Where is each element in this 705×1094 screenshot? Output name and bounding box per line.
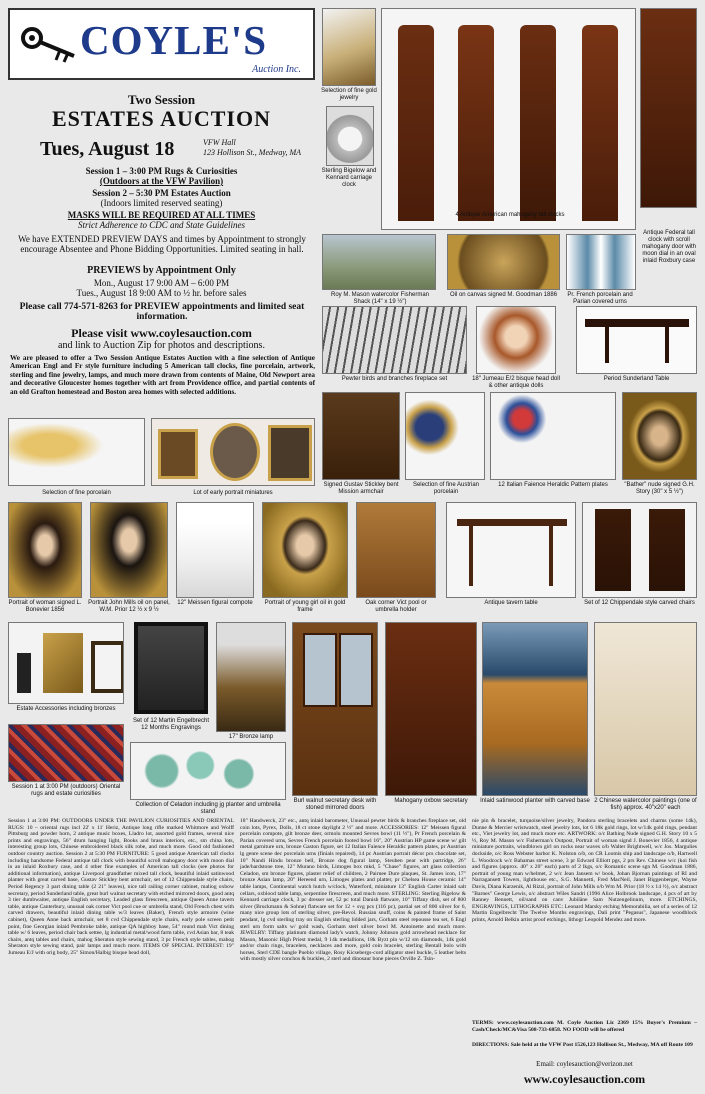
burl-secretary-photo [292, 622, 378, 796]
carriage-clock-caption: Sterling Bigelow and Kennard carriage clock [321, 168, 377, 188]
doll-caption: 18" Jumeau E/2 bisque head doll & other antique dolls [472, 376, 560, 389]
oriental-rugs-caption: Session 1 at 3:00 PM (outdoors) Oriental rugs and estate curiosities [11, 784, 121, 797]
directions: DIRECTIONS: Sale held at the VFW Post 1526,123 Hollison St., Medway, MA off Route 109 [472, 1042, 693, 1048]
pewter-set-caption: Pewter birds and branches fireplace set [341, 376, 448, 382]
chippendale-chairs-photo [582, 502, 697, 598]
session-1-location: (Outdoors at the VFW Pavilion) [99, 176, 224, 186]
engelbrecht-photo [134, 622, 208, 714]
oak-pool-holder-photo [356, 502, 436, 598]
burl-secretary-caption: Burl walnut secretary desk with stoned mirrored doors [293, 798, 377, 811]
gold-jewelry-photo [322, 8, 376, 86]
session-2-location: (Indoors limited reserved seating) [100, 198, 223, 208]
federal-tall-clock-photo [640, 8, 697, 208]
portrait-mills-caption: Portrait John Mills oil on panel, W.M. Prior 12 ½ x 9 ½ [88, 600, 170, 613]
page-title: ESTATES AUCTION [52, 106, 271, 131]
austrian-porcelain-photo [405, 392, 485, 480]
faience-plates-photo [490, 392, 616, 480]
fine-print-col3: nie pin & bracelet, turquoise/silver jewelry, Pandora sterling bracelets and charms (some 14k), Dunne & Mercier wristwatch, steel jewelry lots, lot 6 18k gold rings, lot w/14k gold rings, pendant etc., Viet jewelry lot, and much more etc. ARTWORK: o/c Bathing Nude signed G.H. Story 10 x 5 ½, Roy M. Mason w/c Fisherman's Outpost, Portrait of woman signd J. Bonevier 1856, 4 antique miniature portraits, windblown girl on rocks near waves o/b Walter Brightwell, w/c Jos. Margulies dockside, o/c Ross Webster harbor K. Nolston o/b, on CR Loomis ship and landscape o/b, Hartwell L. Woodcock w/c Bahamas street scene, 3 pr Edward Elliott pgs, 2 prs Rev. Chinese w/c (koi fish and figures (approx. 40" x 20" each) parts of 2 lkgs, o/c Romantic scene sgn M. Goodman 1886, portrait of young man w/helmet, 2 w/c Jean Jansem w/ book, Johan Bjornan paintings of RI and Narragansett Towers, lighthouse etc., S.G. Mannetti, Fred MacNeil, Janet Biggenberger, Wayne Davis, Diana Karzenik, Al Rizzi, portrait of John Mills o/b Wm M. Prior (18 ½ x 14 ½), o/c abstract "Barnes" George Lewis, o/c abstract Wiles Sandri (1996 Alice Holbrook landscape, 4 pcs of art by Ranney Bennett, oil/sand on canv Jubiläne Sam Nutzengelinum, more. ETCHINGS, ENGRAVINGS, LITHOGRAPHS ETC: Leonard Marsky etching Memorabilia, set of a series of 12 Martin Engelbrecht The Twelve Months engravings, Dali print "Pegasus", Japanese woodblock prints, Arnold Belkin artist proof etchings, lithogr Leopold Mendez and more. [472, 818, 697, 923]
gold-jewelry-caption: Selection of fine gold jewelry [321, 88, 377, 101]
austrian-porcelain-caption: Selection of fine Austrian porcelain [412, 482, 480, 495]
stickley-caption: Signed Gustav Stickley bent Mission armchair [323, 482, 399, 495]
preview-text: We have EXTENDED PREVIEW DAYS and times by Appointment to strongly encourage Absentee and Phone Bidding Opportunities. Limited seating in hall. [18, 234, 306, 254]
bather-painting-photo [622, 392, 697, 480]
tavern-table-photo [446, 502, 576, 598]
auction-date: Tues, August 18 [40, 138, 175, 160]
auction-description: We are pleased to offer a Two Session Antique Estates Auction with a fine selection of Antique American Engl and Fr style furniture including 5 American tall clocks, fine porcelain, artwork, sterling and fine jewelry, lamps, and much more drawn from contents of Maine, Old Newport area and decorative Gloucester homes together with art from Providence office, and partial contents of an old Grafton homestead and Boston area homes with selected additions. [10, 354, 315, 396]
tall-clock-1 [398, 25, 434, 221]
young-girl-portrait-caption: Portrait of young girl oil in gold frame [264, 600, 346, 613]
stickley-photo [322, 392, 400, 480]
email[interactable]: Email: coylesauction@verizon.net [536, 1060, 633, 1068]
website-footer[interactable]: www.coylesauction.com [523, 1072, 646, 1086]
inlaid-planter-caption: Inlaid satinwood planter with carved base [480, 798, 590, 804]
porcelain-urns-photo [566, 234, 636, 290]
mahogany-secretary-photo [385, 622, 477, 796]
tall-clock-3 [520, 25, 556, 221]
terms: TERMS: www.coylesauction.com M. Coyle Auction Lic 2369 15% Buyer's Premium – Cash/Check/MC&Visa 508-733-6858. NO FOOD will be offered [472, 1020, 697, 1033]
logo-sub: Auction Inc. [252, 64, 301, 75]
chinese-watercolors-photo [594, 622, 697, 796]
inlaid-planter-photo [482, 622, 588, 796]
faience-plates-caption: 12 Italian Faience Heraldic Pattern plates [498, 482, 608, 488]
chippendale-chairs-caption: Set of 12 Chippendale style carved chairs [584, 600, 695, 606]
session-2: Session 2 – 5:30 PM Estates Auction [92, 188, 231, 198]
miniatures-caption: Lot of early portrait miniatures [193, 490, 273, 496]
tall-clock-4 [582, 25, 618, 221]
porcelain-photo [8, 418, 145, 486]
tall-clocks-caption: 4 Antique American mahogany tall clocks [455, 212, 565, 218]
pewter-set-photo [322, 306, 467, 374]
visit-website-2: and link to Auction Zip for photos and descriptions. [58, 340, 265, 351]
chinese-watercolors-caption: 2 Chinese watercolor paintings (one of fish) approx. 40"x20" each [594, 798, 697, 811]
watercolor-photo [322, 234, 436, 290]
tall-clocks-photo [381, 8, 636, 230]
young-girl-portrait-photo [262, 502, 348, 598]
session-1: Session 1 – 3:00 PM Rugs & Curiosities [85, 166, 238, 176]
fine-print-col2: 18" Handwerck, 23" etc., antq inlaid barometer, Unusual pewter birds & branches fireplace set, old coin lots, Pyrex, Dolls, 18 ct stone daylight 2 ½" and more. ACCESSORIES: 12" Meissen figural porcelain compote, gilt bronze deer, ormolu mounted Sevres bowl (11 ½"), Pr French porcelain & Parian covered urns, Sevres French porcelain footed bowl 16", 20" Austrian HP game scene w/ gilt metal garniture urn, bronze Gaston figure, set 12 Italian Faience Heraldic pattern plates, pr Austrian lg genre scene dec porcelain urns (finials repaired), 14 pc Austrian portrait décor pcs chocolate set, 10" Nandi Hindu bronze bell, Bronze dog figural lamp, Steuben pear with partridge, 26" jade/hardstone tree, 12" Murano birds, Limoges box mkd, 5 "Chase" figures, art glass collection Celadon, sm bronze figures, plaster relief of children, 2 Pairnee Dure plaques, St. James icon, 17" bronze Asian lamp, 20" Hereend urn, Limoges plates and platter, pr Chelsea House ceramic 14" table lamps, Continental watch hutch w/clock, Waterford, miniature 13" English Carter inlaid salt cellars, oxblood table lamp, serpentine firescreen, and much more. STERLING: Sterling Bigelow & Kennard carriage clock, 3 pc dresser set, 52 pc total Danish flatware, 10" Tiffany dish, set of 800 silver (Bruckmann & Sohne) flatware set for 12 + svg pcs (116 pc), partial set of 800 silver for 6, many nice group lots of sterling silver, pre-Revol. Russian snuff, coins & painted frame of Saint pendant, lg cvd sterling tray on English sterling lidded jars, Gorham steel repousse tea set, 6 Engl sterl urn form salts w/ gold wash, Gorham sterl silver bowl M. Antoinette and much more. JEWELRY: Tiffany platinum diamond lady's watch, Johnny Johnson gold arrowhead necklace for Mason, Masonic High Priest medal, 9 14k medallions, 18k Byzt pin w/12 sm diamonds, 14k gold and/or chain rings, bracelets, necklaces and more, gold coin bracelet, sterling Bentall bolo with horses, Sterl CDE bangle Pueblo village, Rosy Kicsebergs-cord alligator steel buckle, 5 leather belts with mostly silver conchos & buckles, 2 sterl and dinosaur bone pieces Orville Z. Tsin- [240, 818, 466, 963]
oriental-rugs-photo [8, 724, 124, 782]
porcelain-urns-caption: Pr. French porcelain and Parian covered urns [567, 292, 633, 305]
masks-notice: MASKS WILL BE REQUIRED AT ALL TIMES [67, 210, 256, 220]
carriage-clock-photo [326, 106, 374, 166]
portrait-mills-photo [90, 502, 168, 598]
two-session-label: Two Session [127, 92, 196, 107]
venue-line1: VFW Hall [203, 138, 236, 147]
estate-accessories-caption: Estate Accessories including bronzes [16, 706, 116, 712]
bronze-lamp-photo [216, 622, 286, 732]
watercolor-caption: Roy M. Mason watercolor Fisherman Shack (14" x 19 ½") [330, 292, 430, 305]
miniatures-photo [151, 418, 315, 486]
porcelain-caption: Selection of fine porcelain [42, 490, 111, 496]
bather-painting-caption: "Bather" nude signed G.H. Story (30" x 5 ½") [624, 482, 695, 495]
call-info: Please call 774-571-8263 for PREVIEW appointments and limited seat information. [19, 302, 305, 322]
estate-accessories-photo [8, 622, 124, 704]
oak-pool-holder-caption: Oak corner Vict pool or umbrella holder [365, 600, 427, 613]
sunderland-caption: Period Sunderland Table [603, 376, 670, 382]
previews-1: Mon., August 17 9:00 AM – 6:00 PM [93, 278, 230, 288]
bronze-lamp-caption: 17" Bronze lamp [228, 734, 274, 740]
tall-clock-2 [458, 25, 494, 221]
portrait-woman-photo [8, 502, 82, 598]
engelbrecht-caption: Set of 12 Martin Engelbrecht 12 Months Engravings [132, 718, 210, 731]
federal-tall-clock-caption: Antique Federal tall clock with scroll mahogany door with moon dial in an oval inlaid Roxbury case [641, 230, 697, 264]
meissen-compote-caption: 12" Meissen figural compote [177, 600, 253, 606]
logo-box [8, 8, 315, 80]
sunderland-photo [576, 306, 697, 374]
celadon-caption: Collection of Celadon including jg planter and umbrella stand [135, 802, 281, 815]
doll-photo [476, 306, 556, 374]
fine-print-col1: Session 1 at 3:00 PM: OUTDOORS UNDER THE PAVILION CURIOSITIES AND ORIENTAL RUGS: 10 – oriental rugs incl 22' x 11' Heriz, Antique long rifle marked Whitmore and Wolff Pittsburg and powder horn, 2 antique music boxes, Lladro lot, assorted gold frames, several nice prints and engravings, 56" drum hanging light, Books and brass interiors, etc., sm china lots, interesting group lots, Chinese embroidered black silk robe, and much more. Good old fashioned outdoor country auction. Session 2 at 5:30 PM FURNITURE: 5 good antique American tall clocks including handsome Federal antique tall clock with beautiful scroll mahogany door with moon dial in an inlaid Roxbury case, and 4 other fine examples of American tall clocks (see photos for additional information), antique Liverpool grandfather mixed tall clock, beautiful inlaid satinwood planter with great carved base, Gustav Stickley bent armchair, set of 12 Chippendale style chairs, Period Regency 3 part dining table (2 21" leaves), nice tall railing corner cabinet, maliog oxbow secretary, period Sunderland table, great burl walnut secretary with etched mirrored doors, good antq 3 tier dumbwaiter, antique English secretary, Leaded glass firescreen, antique Queen Anne tavern table, antique Canterbury, unusual oak corner Vict pool cue or umbrella stand, Old French chest with carved drawers, beautiful inlaid dining table w/3 leaves (Baker), French style armoire (wine cabinet), Queen Anne back armchair, set 8 cvd Chippendale style chairs, early pole screen petit point, fine Georgian inlaid Pembroke table, antique QA highboy base, 54" round mah Vict dining table w/ 6 leaves, period chair back settee, lg industrial metal/wood farm table, cvd Asian bar, 8 teak chairs, antq tables and chairs, mahog Sheraton style sewing stand, 3 pc French style tables, mahog Sheraton style sewing stand, pair lamps and much more. ITEMS OF SPECIAL INTEREST: 19" Jumeau E/J with orig body, 25" Simon/Halbig bisque head doll, [8, 818, 234, 956]
venue-line2: 123 Hollison St., Medway, MA [203, 148, 301, 157]
oil-canvas-photo [447, 234, 560, 290]
previews-2: Tues., August 18 9:00 AM to ½ hr. before sales [76, 288, 247, 298]
celadon-photo [130, 742, 286, 800]
key-icon [20, 24, 78, 64]
masks-sub: Strict Adherence to CDC and State Guidelines [78, 220, 245, 230]
tavern-table-caption: Antique tavern table [484, 600, 538, 606]
mahogany-secretary-caption: Mahogany oxbow secretary [394, 798, 468, 804]
visit-website[interactable]: Please visit www.coylesauction.com [71, 326, 252, 340]
oil-canvas-caption: Oil on canvas signed M. Goodman 1886 [449, 292, 558, 298]
meissen-compote-photo [176, 502, 254, 598]
previews-head: PREVIEWS by Appointment Only [87, 265, 236, 276]
portrait-woman-caption: Portrait of woman signed L. Bonevier 1856 [8, 600, 82, 613]
logo-text: COYLE'S [80, 17, 267, 63]
